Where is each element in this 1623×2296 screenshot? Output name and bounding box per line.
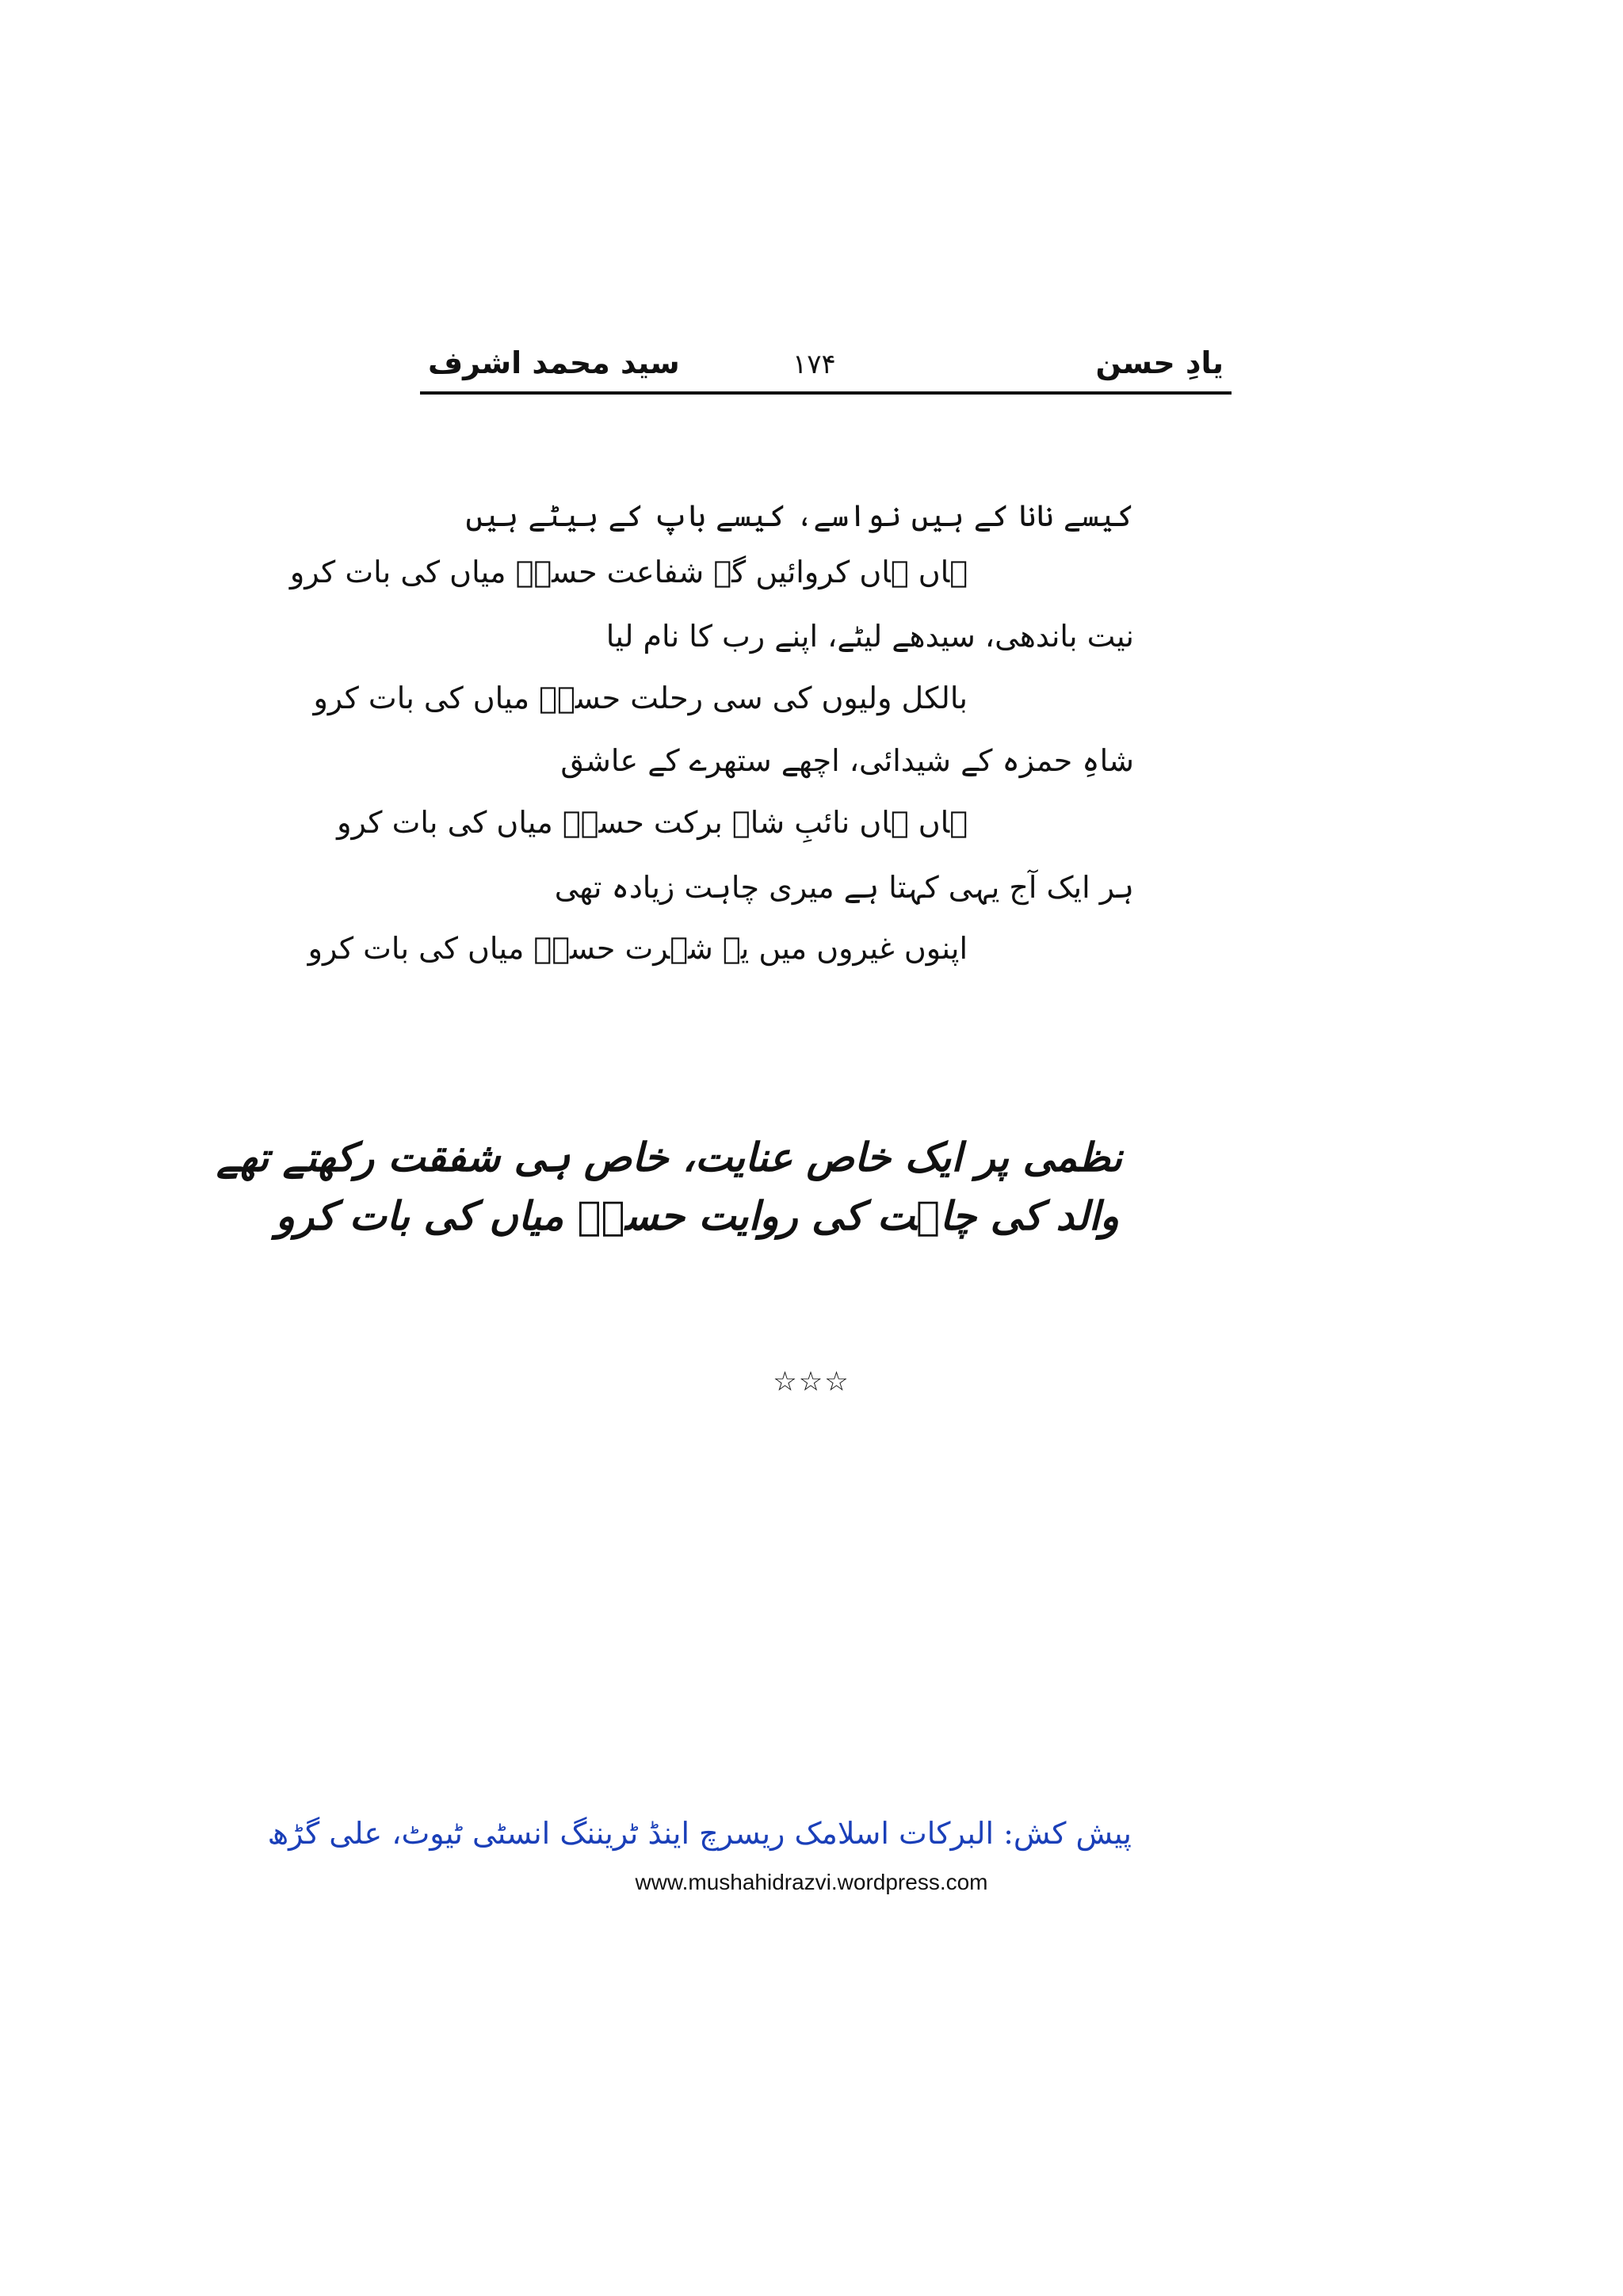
poem-line-4: بالکل ولیوں کی سی رحلت حسنؔ میاں کی بات کرو	[313, 681, 968, 715]
poem-line-2: ہاں ہاں کروائیں گے شفاعت حسنؔ میاں کی بات کرو	[289, 555, 968, 589]
poem-line-6: ہاں ہاں نائبِ شاہ برکت حسنؔ میاں کی بات کرو	[337, 805, 968, 840]
publisher-credit: پیش کش: البرکات اسلامک ریسرچ اینڈ ٹریننگ انسٹی ٹیوٹ، علی گڑھ	[267, 1816, 1132, 1851]
poem-line-5: شاہِ حمزہ کے شیدائی، اچھے ستھرے کے عاشق	[560, 743, 1134, 778]
page-number: ۱۷۴	[792, 349, 836, 380]
poem-line-1: کیسے نانا کے ہیں نواسے، کیسے باپ کے بیٹے ہیں	[465, 498, 1134, 533]
poem-line-8: اپنوں غیروں میں یہ شہرت حسنؔ میاں کی بات کرو	[307, 931, 968, 966]
page-header	[420, 323, 1232, 395]
poem-line-3: نیت باندھی، سیدھے لیٹے، اپنے رب کا نام لیا	[605, 619, 1134, 654]
poem-line-7: ہر ایک آج یہی کہتا ہے میری چاہت زیادہ تھی	[554, 870, 1134, 905]
author-name: سید محمد اشرف	[428, 345, 680, 380]
featured-line-1: نظمی پر ایک خاص عنایت، خاص ہی شفقت رکھتے تھے	[216, 1134, 1122, 1180]
website-url: www.mushahidrazvi.wordpress.com	[635, 1870, 988, 1894]
featured-line-2: والد کی چاہت کی روایت حسنؔ میاں کی بات کرو	[275, 1192, 1119, 1239]
section-separator: ☆☆☆	[773, 1366, 850, 1398]
book-title: یادِ حسن	[1095, 345, 1224, 380]
